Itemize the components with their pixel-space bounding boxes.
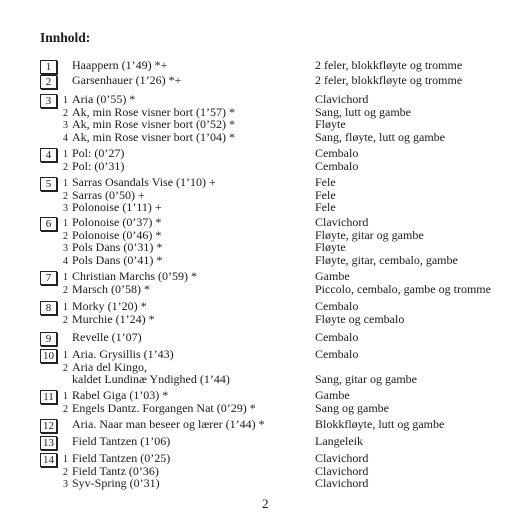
piece-title: Aria. Grysillis (1’43) [72, 347, 174, 361]
sub-number: 2 [63, 466, 68, 478]
instrumentation: Cembalo [315, 330, 359, 344]
piece-title: Morky (1’20) * [72, 299, 147, 313]
sub-number: 1 [63, 454, 68, 465]
track-row [0, 313, 530, 326]
page-number: 2 [262, 496, 269, 511]
contents-heading: Innhold: [40, 30, 91, 45]
instrumentation: Gambe [315, 388, 350, 402]
instrumentation: Fløyte [315, 117, 346, 132]
sub-number: 1 [63, 149, 68, 160]
piece-title: Aria del Kingo, [72, 359, 147, 374]
instrumentation: 2 feler, blokkfløyte og tromme [315, 73, 463, 87]
instrumentation: Fele [315, 187, 336, 202]
sub-number: 4 [63, 255, 68, 267]
sub-number: 2 [63, 107, 68, 119]
track-number-box: 12 [40, 419, 57, 433]
instrumentation: Clavichord [315, 215, 369, 229]
piece-title: Ak, min Rose visner bort (1’57) * [72, 104, 235, 119]
piece-title: kaldet Lundinæ Yndighed (1’44) [72, 372, 230, 387]
sub-number: 3 [63, 120, 68, 132]
sub-number: 2 [63, 362, 68, 374]
piece-title: Pol: (0’27) [72, 146, 125, 160]
track-row [0, 331, 530, 344]
track-row [0, 435, 530, 448]
track-row [0, 254, 530, 267]
sub-number: 3 [63, 479, 68, 491]
instrumentation: Clavichord [315, 476, 369, 491]
piece-title: Haappern (1’49) *+ [72, 58, 168, 72]
track-number-box: 7 [40, 271, 57, 285]
piece-title: Aria (0’55) * [72, 92, 136, 106]
instrumentation: Sang og gambe [315, 400, 389, 415]
piece-title: Marsch (0’58) * [72, 281, 150, 296]
sub-number: 2 [63, 161, 68, 173]
track-number-box: 13 [40, 436, 57, 450]
instrumentation: Fløyte [315, 240, 346, 255]
piece-title: Sarras Osandals Vise (1’10) + [72, 175, 216, 189]
piece-title: Pol: (0’31) [72, 158, 125, 173]
track-number-box: 4 [40, 148, 57, 162]
sub-number: 1 [63, 302, 68, 313]
piece-title: Polonoise (1’11) + [72, 200, 162, 215]
track-number-box: 10 [40, 349, 57, 363]
track-number-box: 3 [40, 94, 57, 108]
track-number-box: 5 [40, 177, 57, 191]
instrumentation: Cembalo [315, 299, 359, 313]
instrumentation: Fele [315, 200, 336, 215]
track-number-box: 9 [40, 332, 57, 346]
instrumentation: Sang, gitar og gambe [315, 372, 417, 387]
instrumentation: Fele [315, 175, 336, 189]
sub-number: 1 [63, 350, 68, 361]
piece-title: Field Tantzen (1’06) [72, 434, 171, 448]
piece-title: Sarras (0’50) + [72, 187, 145, 202]
track-row [0, 477, 530, 490]
track-number-box: 14 [40, 453, 57, 467]
sub-number: 1 [63, 391, 68, 402]
track-row [0, 201, 530, 214]
sub-number: 1 [63, 95, 68, 106]
piece-title: Engels Dantz. Forgangen Nat (0’29) * [72, 400, 256, 415]
piece-title: Rabel Giga (1’03) * [72, 388, 169, 402]
sub-number: 2 [63, 230, 68, 242]
piece-title: Revelle (1’07) [72, 330, 142, 344]
track-row [0, 418, 530, 431]
track-number-box: 2 [40, 75, 57, 89]
track-row [0, 402, 530, 415]
sub-number: 2 [63, 403, 68, 415]
piece-title: Ak, min Rose visner bort (1’04) * [72, 129, 235, 144]
piece-title: Field Tantzen (0’25) [72, 451, 171, 465]
track-row [0, 283, 530, 296]
sub-number: 4 [63, 132, 68, 144]
instrumentation: Blokkfløyte, lutt og gambe [315, 417, 445, 431]
sub-number: 1 [63, 178, 68, 189]
instrumentation: Cembalo [315, 158, 359, 173]
piece-title: Garsenhauer (1’26) *+ [72, 73, 182, 87]
track-row [0, 74, 530, 87]
track-row [0, 59, 530, 72]
piece-title: Pols Dans (0’31) * [72, 240, 163, 255]
sub-number: 1 [63, 272, 68, 283]
track-number-box: 8 [40, 301, 57, 315]
instrumentation: Langeleik [315, 434, 363, 448]
track-number-box: 6 [40, 217, 57, 231]
piece-title: Aria. Naar man beseer og lærer (1’44) * [72, 417, 265, 431]
piece-title: Ak, min Rose visner bort (0’52) * [72, 117, 235, 132]
instrumentation: Piccolo, cembalo, gambe og tromme [315, 281, 491, 296]
instrumentation: Sang, lutt og gambe [315, 104, 411, 119]
instrumentation: Fløyte, gitar og gambe [315, 227, 424, 242]
instrumentation: Clavichord [315, 451, 369, 465]
instrumentation: Cembalo [315, 347, 359, 361]
sub-number: 1 [63, 218, 68, 229]
piece-title: Murchie (1’24) * [72, 311, 155, 326]
track-row [0, 373, 530, 386]
piece-title: Pols Dans (0’41) * [72, 252, 163, 267]
instrumentation: Cembalo [315, 146, 359, 160]
piece-title: Polonoise (0’37) * [72, 215, 162, 229]
instrumentation: Sang, fløyte, lutt og gambe [315, 129, 445, 144]
sub-number: 2 [63, 190, 68, 202]
sub-number: 2 [63, 314, 68, 326]
instrumentation: Gambe [315, 269, 350, 283]
instrumentation: Fløyte og cembalo [315, 311, 405, 326]
track-row [0, 160, 530, 173]
piece-title: Christian Marchs (0’59) * [72, 269, 197, 283]
piece-title: Field Tantz (0’36) [72, 463, 159, 478]
track-row [0, 131, 530, 144]
sub-number: 3 [63, 243, 68, 255]
instrumentation: Clavichord [315, 463, 369, 478]
sub-number: 2 [63, 284, 68, 296]
instrumentation: 2 feler, blokkfløyte og tromme [315, 58, 463, 72]
sub-number: 3 [63, 203, 68, 215]
piece-title: Syv-Spring (0’31) [72, 476, 160, 491]
instrumentation: Clavichord [315, 92, 369, 106]
track-number-box: 11 [40, 390, 57, 404]
track-number-box: 1 [40, 60, 57, 74]
instrumentation: Fløyte, gitar, cembalo, gambe [315, 252, 458, 267]
piece-title: Polonoise (0’46) * [72, 227, 162, 242]
